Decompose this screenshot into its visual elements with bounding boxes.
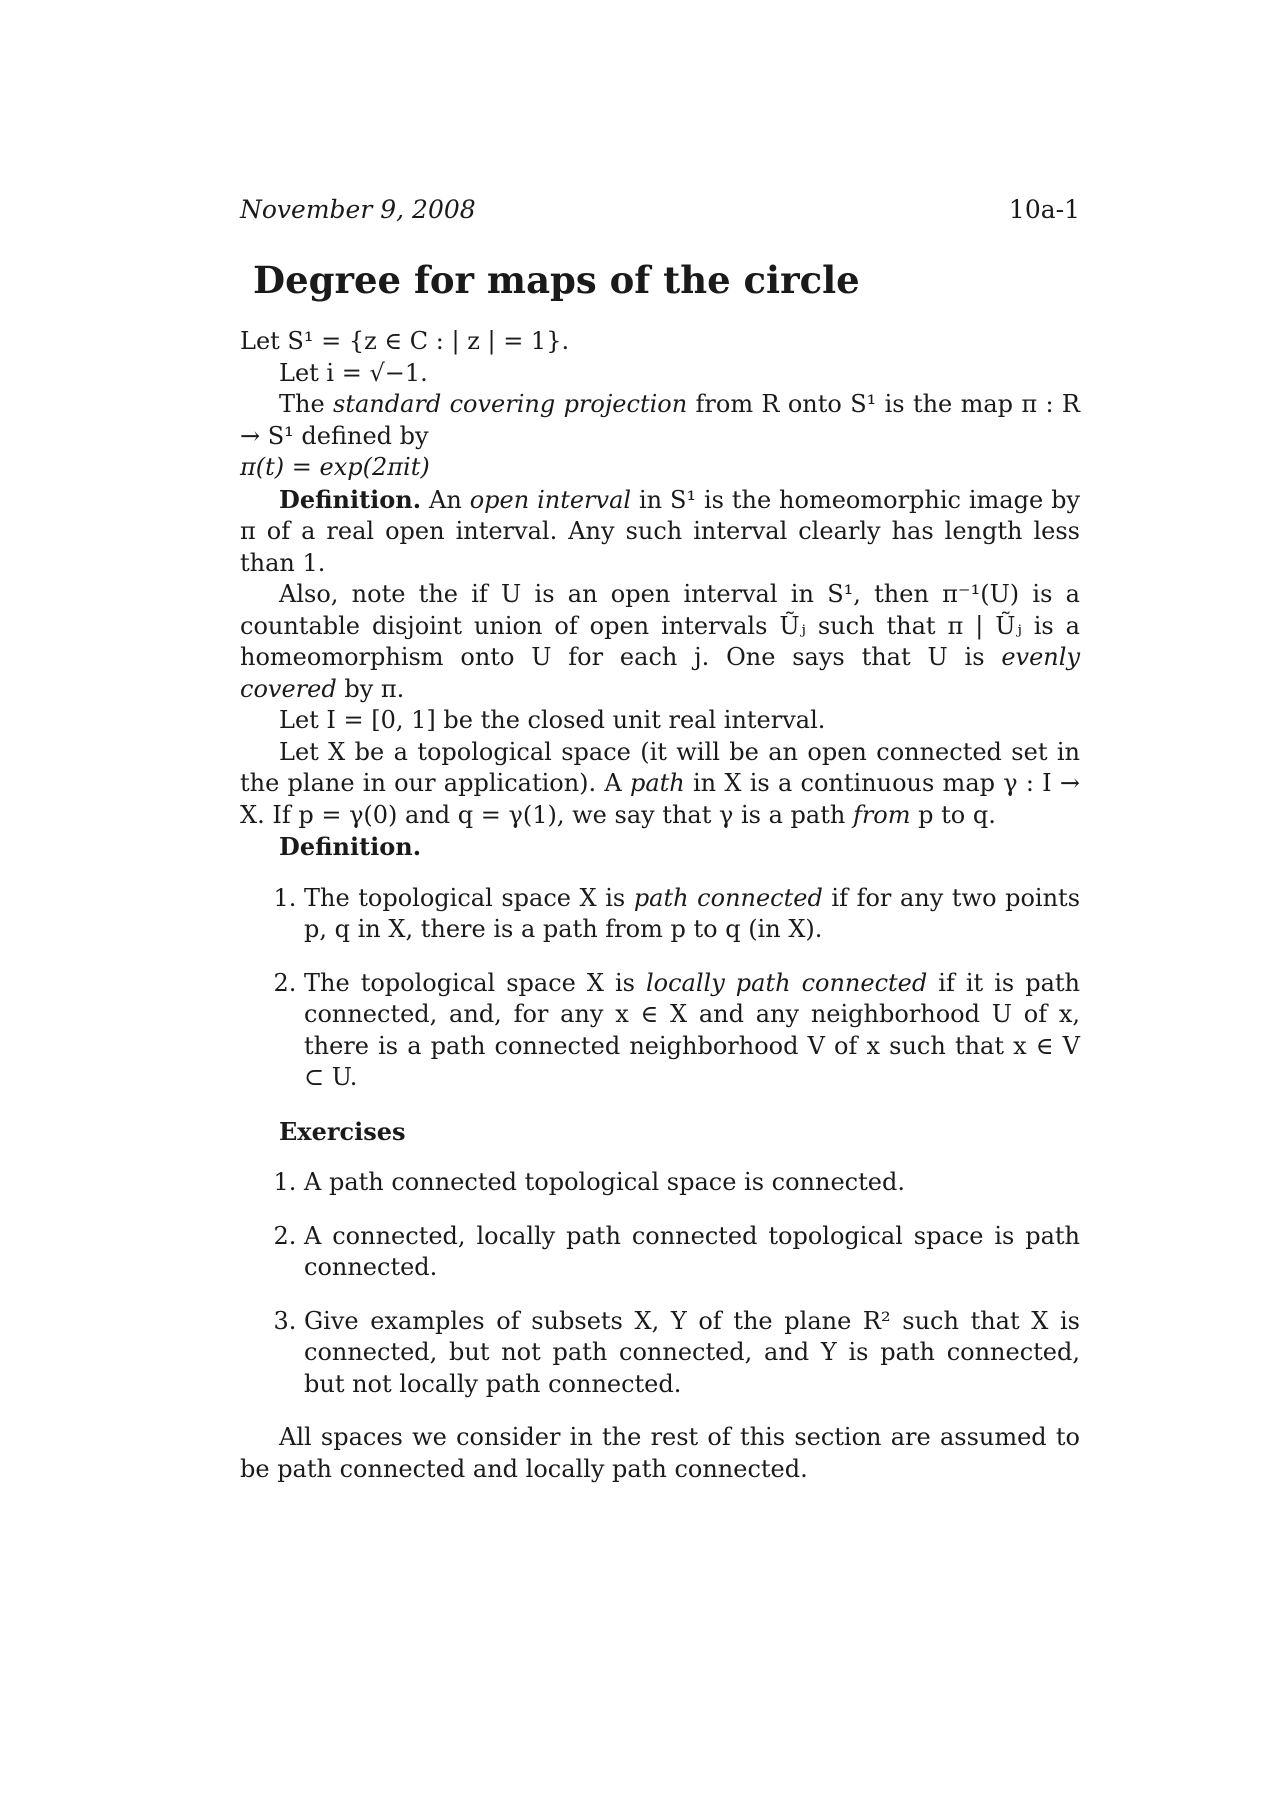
exercises-heading: Exercises	[279, 1116, 406, 1146]
definition-label: Definition.	[279, 832, 422, 861]
text-run: from R onto S¹ is the map π : R → S¹ defined by	[240, 390, 1080, 450]
list-item	[304, 883, 1080, 946]
paragraph-unit-interval: Let I = [0, 1] be the closed unit real interval.	[279, 706, 826, 734]
page-title: Degree for maps of the circle	[253, 258, 860, 302]
definition-label: Definition.	[279, 484, 422, 514]
paragraph-evenly-covered	[240, 579, 1080, 705]
emphasis-term: locally path connected	[645, 968, 928, 997]
text-run: p to q.	[910, 800, 996, 829]
text-run: The topological space X is	[304, 968, 646, 997]
text-run: Also, note the if U is an open interval in S¹, then π⁻¹(U) is a countable disjoint union of open intervals Ũⱼ such that π | Ũⱼ is a homeomorphism onto U for each j. One says that U is	[240, 580, 1080, 671]
emphasis-term: open interval	[469, 485, 632, 514]
text-run: in X is a continuous map γ : I → X. If p = γ(0) and q = γ(1), we say that γ is a path	[240, 769, 1080, 829]
emphasis-term: path	[629, 769, 685, 797]
text-run: An	[421, 485, 470, 514]
document-body	[240, 326, 1080, 1485]
paragraph-covering-projection	[240, 389, 1080, 452]
header-date: November 9, 2008	[240, 195, 476, 224]
emphasis-term: path connected	[633, 883, 823, 912]
emphasis-term: evenly covered	[240, 643, 1080, 703]
paragraph-imaginary-unit: Let i = √−1.	[279, 358, 428, 387]
text-run: if it is path connected, and, for any x ∈ X and any neighborhood U of x, there is a path connected neighborhood V of x such that x ∈ V ⊂ U.	[304, 968, 1080, 1091]
text-run: Let X be a topological space (it will be an open connected set in the plane in our application). A	[240, 737, 1080, 797]
text-run: if for any two points p, q in X, there is a path from p to q (in X).	[304, 883, 1081, 943]
paragraph-circle-def: Let S¹ = {z ∈ C : | z | = 1}.	[240, 327, 570, 355]
text-run: The	[279, 390, 334, 418]
emphasis-term: from	[852, 800, 911, 829]
definitions-list	[240, 883, 1080, 1094]
emphasis-term: standard covering projection	[333, 390, 688, 418]
text-run: The topological space X is	[304, 883, 634, 912]
paragraph-definition-open-interval	[240, 484, 1080, 580]
text-run: by π.	[336, 674, 405, 703]
list-item	[304, 968, 1080, 1094]
page-number: 10a-1	[1008, 195, 1080, 224]
list-item: 3. Give examples of subsets X, Y of the plane R² such that X is connected, but not path connected, and Y is path connected, but not locally path connected.	[304, 1306, 1080, 1401]
paragraph-path-def	[240, 737, 1080, 832]
list-item: 1. A path connected topological space is connected.	[304, 1167, 1080, 1199]
text-run: in S¹ is the homeomorphic image by π of a real open interval. Any such interval clearly has length less than 1.	[240, 485, 1080, 577]
exercises-list	[240, 1167, 1080, 1400]
display-equation: π(t) = exp(2πit)	[240, 453, 430, 481]
list-item: 2. A connected, locally path connected topological space is path connected.	[304, 1221, 1080, 1284]
paragraph-closing: All spaces we consider in the rest of this section are assumed to be path connected and locally path connected.	[240, 1423, 1080, 1483]
